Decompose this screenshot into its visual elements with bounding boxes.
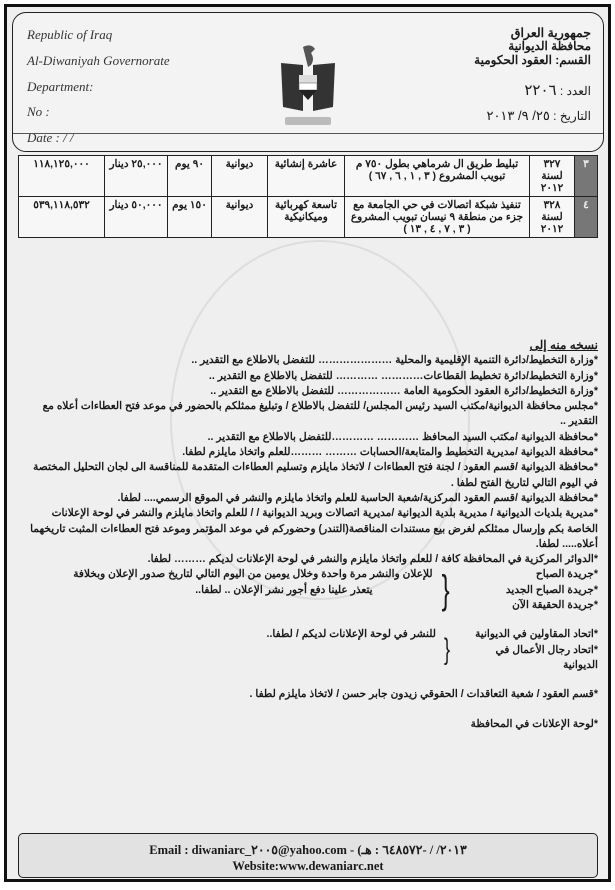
document-price: ٢٥,٠٠٠ دينار (105, 156, 168, 197)
number-label: العدد : (559, 84, 591, 98)
footer-email: Email : diwaniarc_٢٠٠٥@yahoo.com - (٢٠١٣/ / -٦٤٨٥٧٢ : هـ (149, 843, 467, 857)
union-item: *اتحاد المقاولين في الديوانية (475, 628, 598, 641)
estimated-cost: ٥٣٩,١١٨,٥٣٢ (19, 197, 105, 238)
newspapers-list (458, 567, 598, 613)
document-price: ٥٠,٠٠٠ دينار (105, 197, 168, 238)
number-value: ٢٢٠٦ (524, 82, 557, 99)
newspaper-item: *جريدة الصباح الجديد (505, 583, 598, 596)
table-row (19, 156, 598, 197)
list-item: *محافظة الديوانية /قسم العقود المركزية/شعبة الحاسبة للعلم واتخاذ مايلزم والنشر في الموقع الرسمي.... لطفا. (117, 491, 598, 504)
table-row (19, 197, 598, 238)
row-index: ٣ (575, 156, 598, 197)
row-index: ٤ (575, 197, 598, 238)
estimated-cost: ١١٨,١٢٥,٠٠٠ (19, 156, 105, 197)
footer-website: Website:www.dewaniarc.net (232, 859, 384, 873)
en-country: Republic of Iraq (27, 27, 113, 42)
en-number: No : (27, 104, 50, 119)
list-item: *لوحة الإعلانات في المحافظة (470, 717, 598, 730)
ar-date (486, 108, 591, 124)
ar-country: جمهورية العراق (510, 26, 591, 40)
brace-icon: { (443, 633, 450, 667)
newspapers-note-block (73, 567, 432, 598)
en-date: Date : / / (27, 130, 74, 145)
tender-description: تبليط طريق ال شرماهي بطول ٧٥٠ م تبويب المشروع ( ٣ , ١ , ٦ , ٦٧ ) (345, 156, 530, 197)
duration: ٩٠ يوم (168, 156, 212, 197)
list-item: *محافظة الديوانية /مكتب السيد المحافظ ………… …………للتفضل بالاطلاع مع التقدير .. (207, 430, 598, 443)
location: ديوانية (212, 197, 268, 238)
list-item: *وزارة التخطيط/دائرة تخطيط القطاعات………… ………… للتفضل بالاطلاع مع التقدير .. (208, 369, 598, 382)
tenders-table (18, 155, 598, 238)
tender-number: ٣٢٧ لسنة ٢٠١٢ (530, 156, 575, 197)
unions-group (18, 627, 598, 673)
tender-description: تنفيذ شبكة اتصالات في حي الجامعة مع جزء من منطقة ٩ نيسان تبويب المشروع ( ٣ , ٧ , ٤ , ١٣ ) (345, 197, 530, 238)
list-item: *محافظة الديوانية /مديرية التخطيط والمتابعة/الحسابات ……… ………للعلم واتخاذ مايلزم لطفا. (182, 446, 598, 459)
letterhead (12, 12, 604, 152)
ar-governorate: محافظة الديوانية (508, 39, 591, 53)
newspapers-group (18, 567, 598, 613)
footer-contact (18, 833, 598, 878)
unions-note: للنشر في لوحة الإعلانات لديكم / لطفا.. (266, 628, 436, 641)
contractor-category: عاشرة إنشائية (268, 156, 345, 197)
unions-list (458, 627, 598, 673)
list-item: *وزارة التخطيط/دائرة التنمية الإقليمية والمحلية ………………… للتفضل بالاطلاع مع التقدير .. (191, 354, 598, 367)
list-item: *محافظة الديوانية /قسم العقود / لجنة فتح العطاءات / لاتخاذ مايلزم وتسليم العطاءات المتقدمة للمناقسة الى لجان التحليل المختصة في اليوم التالي لتاريخ الفتح لطفا . (33, 461, 598, 489)
list-item: *وزارة التخطيط/دائرة العقود الحكومية العامة ……………… للتفضل بالاطلاع مع التقدير .. (210, 384, 598, 397)
duration: ١٥٠ يوم (168, 197, 212, 238)
distribution-list (18, 338, 598, 732)
newspapers-note: للإعلان والنشر مرة واحدة وخلال يومين من اليوم التالي لتاريخ صدور الإعلان وبخلافة (73, 568, 433, 581)
list-item: *الدوائر المركزية في المحافظة كافة / للعلم واتخاذ مايلزم والنشر في لوحة الإعلانات لديكم ……… لطفا. (147, 553, 598, 566)
tender-number: ٣٢٨ لسنة ٢٠١٢ (530, 197, 575, 238)
newspaper-item: *جريدة الحقيقة الآن (512, 599, 598, 612)
header-divider (13, 133, 603, 134)
date-value: ٢٥/ ٩/ ٢٠١٣ (486, 108, 550, 123)
list-item: *مديرية بلديات الديوانية / مديرية بلدية الديوانية /مديرية اتصالات وبريد الديوانية / / للعلم واتخاذ مايلزم والنشر في لوحة الإعلانات الخاصة بكم وإرسال ممثلكم لغرض بيع مستندات المناقصة(التندر) وحضوركم في موعد المؤتمر وموعد فتح العطاءات المثبت تاريخهما أعلاه..... لطفا. (30, 507, 598, 550)
newspaper-item: *جريدة الصباح (535, 568, 598, 581)
date-label: التاريخ : (553, 109, 591, 123)
brace-icon: { (441, 568, 450, 613)
ar-department: القسم: العقود الحكومية (474, 53, 591, 67)
union-item: *اتحاد رجال الأعمال في الديوانية (495, 643, 598, 671)
list-item: *مجلس محافظة الديوانية/مكتب السيد رئيس المجلس/ للتفضل بالاطلاع / وتبليغ ممثلكم بالحضور في موعد فتح العطاءات أعلاه مع التقدير .. (42, 400, 598, 428)
copy-to-title: نسخه منه إلى (529, 338, 598, 352)
en-department: Department: (27, 79, 94, 94)
newspapers-note: يتعذر علينا دفع أجور نشر الإعلان .. لطفا.. (195, 583, 373, 596)
en-governorate: Al-Diwaniyah Governorate (27, 53, 170, 68)
iraq-eagle-emblem-icon (273, 41, 343, 129)
location: ديوانية (212, 156, 268, 197)
ar-number (524, 81, 591, 99)
list-item: *قسم العقود / شعبة التعاقدات / الحقوقي زيدون جابر حسن / لاتخاذ مايلزم لطفا . (249, 688, 598, 701)
contractor-category: تاسعة كهربائية وميكانيكية (268, 197, 345, 238)
